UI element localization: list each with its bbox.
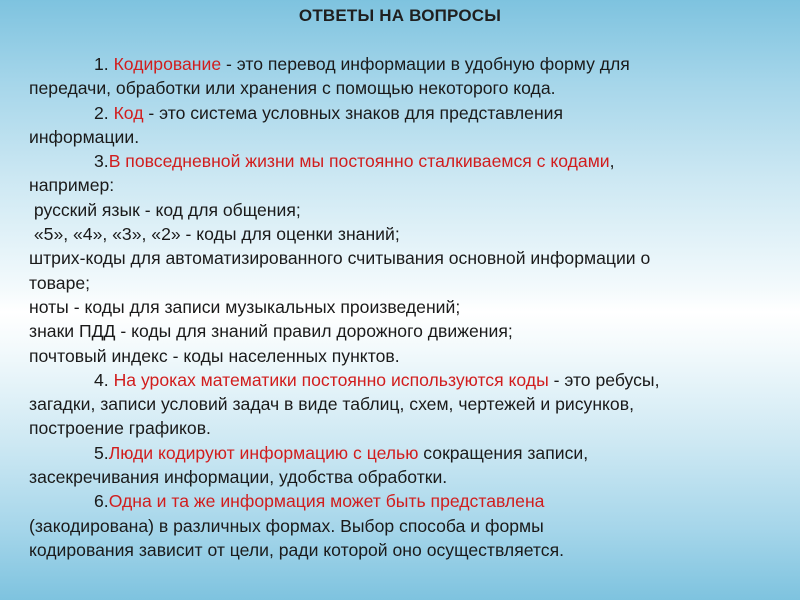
- answer-5-line-1: [29, 441, 781, 465]
- answer-2-number: 2.: [94, 102, 114, 123]
- answer-1-line-1: [29, 52, 781, 76]
- answer-3-line-2: например:: [29, 175, 115, 196]
- answer-1-rest: - это перевод информации в удобную форму для: [221, 54, 630, 74]
- answer-6-line-2: (закодирована) в различных формах. Выбор способа и формы: [29, 515, 544, 536]
- answer-1-term: Кодирование: [113, 54, 222, 74]
- answer-3-rest: ,: [609, 151, 615, 172]
- answers-text: [29, 52, 781, 562]
- answer-5-number: 5.: [94, 442, 109, 463]
- answer-5-line-2: засекречивания информации, удобства обработки.: [29, 467, 448, 488]
- answer-4-line-3: построение графиков.: [29, 418, 211, 439]
- answer-1-line-2: передачи, обработки или хранения с помощью некоторого кода.: [29, 78, 556, 99]
- answer-3-example: знаки ПДД - коды для знаний правил дорожного движения;: [29, 321, 513, 342]
- answer-2-term: Код: [113, 102, 144, 123]
- answer-3-term: В повседневной жизни мы постоянно сталкиваемся с кодами: [108, 151, 610, 172]
- answer-4-term: На уроках математики постоянно используются коды: [113, 369, 549, 390]
- answer-3-example: ноты - коды для записи музыкальных произведений;: [29, 296, 461, 317]
- slide-title: ОТВЕТЫ НА ВОПРОСЫ: [298, 6, 502, 25]
- answer-3-example: русский язык - код для общения;: [29, 199, 301, 220]
- answer-2-rest: - это система условных знаков для представления: [143, 102, 564, 123]
- answer-1-number: 1.: [94, 54, 114, 74]
- answer-6-line-3: кодирования зависит от цели, ради которой оно осуществляется.: [29, 539, 564, 560]
- answer-3-number: 3.: [94, 151, 109, 172]
- answer-6-term: Одна и та же информация может быть представлена: [108, 491, 545, 512]
- answer-3-example: «5», «4», «3», «2» - коды для оценки знаний;: [29, 224, 400, 245]
- answer-6-number: 6.: [94, 491, 109, 512]
- answer-4-number: 4.: [94, 369, 114, 390]
- answer-3-example: товаре;: [29, 272, 91, 293]
- answer-3-example: почтовый индекс - коды населенных пунктов.: [29, 345, 400, 366]
- answer-5-term: Люди кодируют информацию с целью: [108, 442, 419, 463]
- answer-2-line-1: [29, 101, 781, 125]
- answer-4-rest: - это ребусы,: [548, 369, 660, 390]
- answer-3-line-1: [29, 149, 781, 173]
- answer-4-line-2: загадки, записи условий задач в виде таблиц, схем, чертежей и рисунков,: [29, 394, 634, 415]
- answer-5-rest: сокращения записи,: [418, 442, 589, 463]
- answer-3-example: штрих-коды для автоматизированного считывания основной информации о: [29, 248, 651, 269]
- answer-2-line-2: информации.: [29, 126, 140, 147]
- answer-6-line-1: [29, 489, 781, 513]
- answer-4-line-1: [29, 368, 781, 392]
